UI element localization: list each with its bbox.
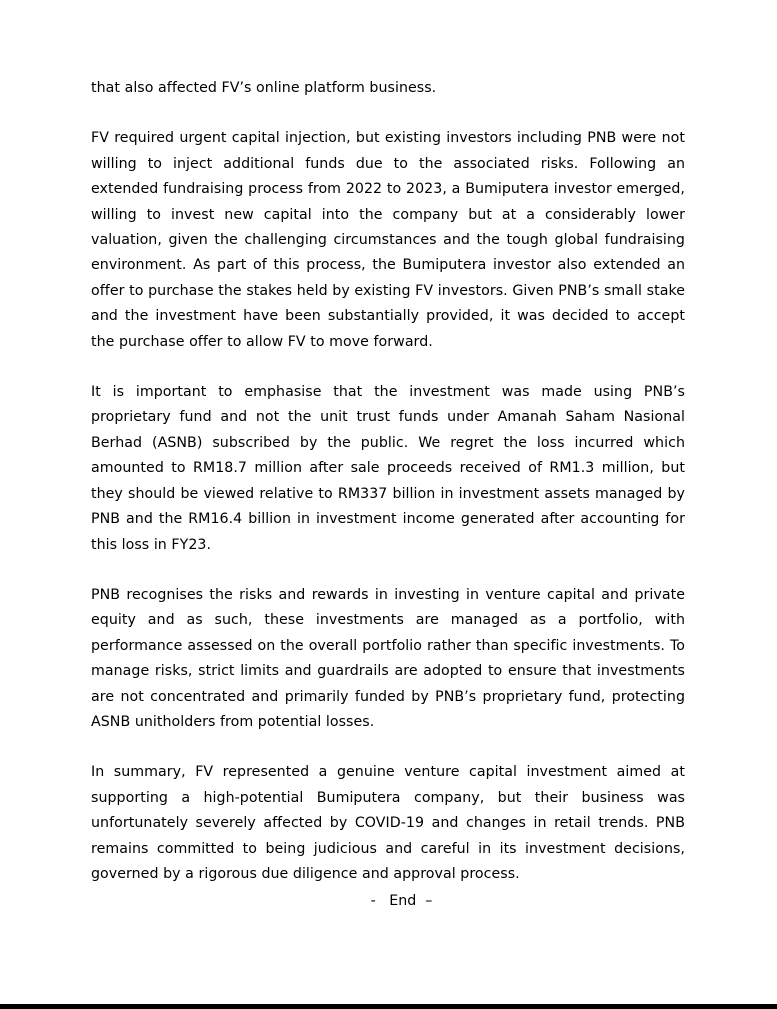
paragraph-proprietary-fund: It is important to emphasise that the investment was made using PNB’s proprietary fund and not the unit trust funds under Amanah Saham Nasional Berhad (ASNB) subscribed by the public. We regret the loss incurred which amounted to RM18.7 million after sale proceeds received of RM1.3 million, but they should be viewed relative to RM337 billion in investment assets managed by PNB and the RM16.4 billion in investment income generated after accounting for this loss in FY23. [91, 384, 685, 553]
paragraph-summary: In summary, FV represented a genuine venture capital investment aimed at supporting a high-potential Bumiputera company, but their business was unfortunately severely affected by COVID-19 and changes in retail trends. PNB remains committed to being judicious and careful in its investment decisions, governed by a rigorous due diligence and approval process. [91, 764, 685, 882]
paragraph-continuation: that also affected FV’s online platform business. [91, 80, 437, 96]
paragraph-capital-injection: FV required urgent capital injection, but existing investors including PNB were not willing to inject additional funds due to the associated risks. Following an extended fundraising process from 2022 to 2023, a Bumiputera investor emerged, willing to invest new capital into the company but at a considerably lower valuation, given the challenging circumstances and the tough global fundraising environment. As part of this process, the Bumiputera investor also extended an offer to purchase the stakes held by existing FV investors. Given PNB’s small stake and the investment have been substantially provided, it was decided to accept the purchase offer to allow FV to move forward. [91, 130, 685, 350]
bottom-border [0, 1004, 777, 1009]
paragraph-risk-management: PNB recognises the risks and rewards in investing in venture capital and private equity and as such, these investments are managed as a portfolio, with performance assessed on the overall portfolio rather than specific investments. To manage risks, strict limits and guardrails are adopted to ensure that investments are not concentrated and primarily funded by PNB’s proprietary fund, protecting ASNB unitholders from potential losses. [91, 586, 685, 730]
document-body [91, 76, 685, 912]
end-marker: - End – [370, 893, 433, 909]
